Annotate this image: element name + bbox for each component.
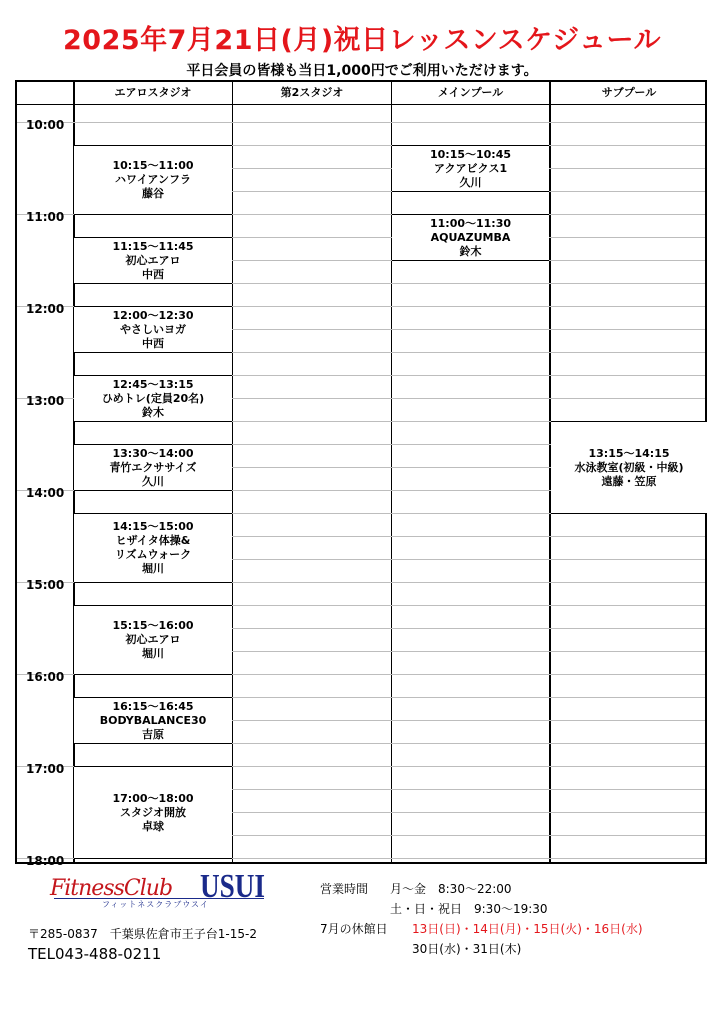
club-address: 〒285-0837 千葉県佐倉市王子台1-15-2 (28, 927, 257, 941)
class-line: やさしいヨガ (120, 322, 186, 336)
time-label: 17:00 (26, 762, 65, 776)
class-line: 青竹エクササイズ (109, 460, 197, 474)
class-line: 12:00～12:30 (112, 308, 194, 322)
class-block (392, 145, 549, 192)
header-divider (17, 104, 705, 105)
schedule-title: 2025年7月21日(月)祝日レッスンスケジュール (63, 25, 661, 56)
logo-kana-text: フィットネスクラブウスイ (102, 900, 209, 909)
class-block (74, 444, 232, 491)
column-header-sub-pool: サブプール (601, 86, 657, 99)
time-label: 11:00 (26, 210, 65, 224)
class-line: 堀川 (142, 647, 164, 660)
column-header-main-pool: メインプール (437, 86, 504, 99)
class-line: AQUAZUMBA (430, 230, 511, 244)
class-line: 中西 (142, 336, 164, 350)
class-line: 13:30～14:00 (112, 446, 194, 460)
time-label: 14:00 (26, 486, 65, 500)
class-block (74, 306, 232, 353)
class-line: ヒザイタ体操& (115, 534, 191, 547)
class-line: アクアビクス1 (433, 161, 508, 175)
column-divider (391, 82, 392, 862)
opening-hours (320, 879, 643, 959)
class-line: 鈴木 (459, 244, 482, 258)
time-label: 15:00 (26, 578, 65, 592)
closed-days-label: 7月の休館日 (320, 922, 388, 936)
schedule-grid (15, 80, 707, 868)
class-line: リズムウォーク (114, 548, 192, 561)
time-label: 16:00 (26, 670, 65, 684)
class-line: 吉原 (142, 727, 164, 741)
hours-weekday: 月～金 8:30～22:00 (390, 882, 512, 896)
class-line: 初心エアロ (125, 253, 181, 267)
class-line: 14:15～15:00 (112, 520, 194, 533)
schedule-subtitle: 平日会員の皆様も当日1,000円でご利用いただけます。 (186, 63, 538, 79)
class-block (74, 237, 232, 284)
class-line: 11:15～11:45 (112, 239, 194, 253)
time-label: 13:00 (26, 394, 65, 408)
class-line: 中西 (142, 267, 164, 281)
class-block (74, 513, 232, 583)
closed-days-highlight: 13日(日)・14日(月)・15日(火)・16日(水) (412, 922, 643, 936)
class-block (74, 145, 232, 215)
class-line: ハワイアンフラ (115, 173, 191, 186)
hours-label: 営業時間 (320, 882, 369, 896)
club-phone: TEL043-488-0211 (28, 945, 162, 963)
class-line: 11:00～11:30 (429, 216, 512, 230)
class-line: 遠藤・笠原 (601, 474, 657, 488)
class-line: 10:15～11:00 (112, 159, 194, 172)
class-line: スタジオ開放 (120, 805, 186, 819)
class-line: BODYBALANCE30 (99, 713, 207, 727)
hours-weekend: 土・日・祝日 9:30～19:30 (390, 902, 548, 916)
class-line: 水泳教室(初級・中級) (574, 460, 684, 474)
class-line: 15:15～16:00 (112, 619, 194, 632)
class-line: 12:45～13:15 (112, 377, 194, 391)
time-label: 18:00 (26, 854, 65, 868)
class-line: 久川 (459, 175, 482, 189)
class-line: 卓球 (142, 819, 164, 833)
fitness-club-usui-logo (50, 868, 270, 912)
class-block (74, 766, 232, 859)
class-line: ひめトレ(定員20名) (101, 391, 205, 405)
closed-days-other: 30日(水)・31日(木) (412, 942, 522, 956)
column-header-aero-studio: エアロスタジオ (114, 86, 192, 99)
logo-brand-text: USUI (200, 868, 265, 905)
class-block (74, 605, 232, 675)
time-gridline (17, 122, 705, 123)
class-block (74, 375, 232, 422)
time-label: 10:00 (26, 118, 65, 132)
logo-script-text: FitnessClub (50, 876, 173, 901)
class-line: 17:00～18:00 (112, 791, 194, 805)
class-line: 久川 (142, 474, 164, 488)
class-block (392, 214, 549, 261)
class-line: 10:15～10:45 (429, 147, 512, 161)
class-line: 初心エアロ (125, 633, 181, 646)
class-line: 藤谷 (142, 187, 164, 200)
class-block (74, 697, 232, 744)
time-label: 12:00 (26, 302, 65, 316)
class-line: 鈴木 (142, 405, 164, 419)
class-line: 堀川 (142, 562, 164, 575)
class-line: 16:15～16:45 (112, 699, 194, 713)
column-divider (232, 82, 233, 862)
class-line: 13:15～14:15 (588, 446, 670, 460)
column-header-studio-2: 第2スタジオ (280, 86, 344, 99)
class-block (551, 421, 707, 514)
